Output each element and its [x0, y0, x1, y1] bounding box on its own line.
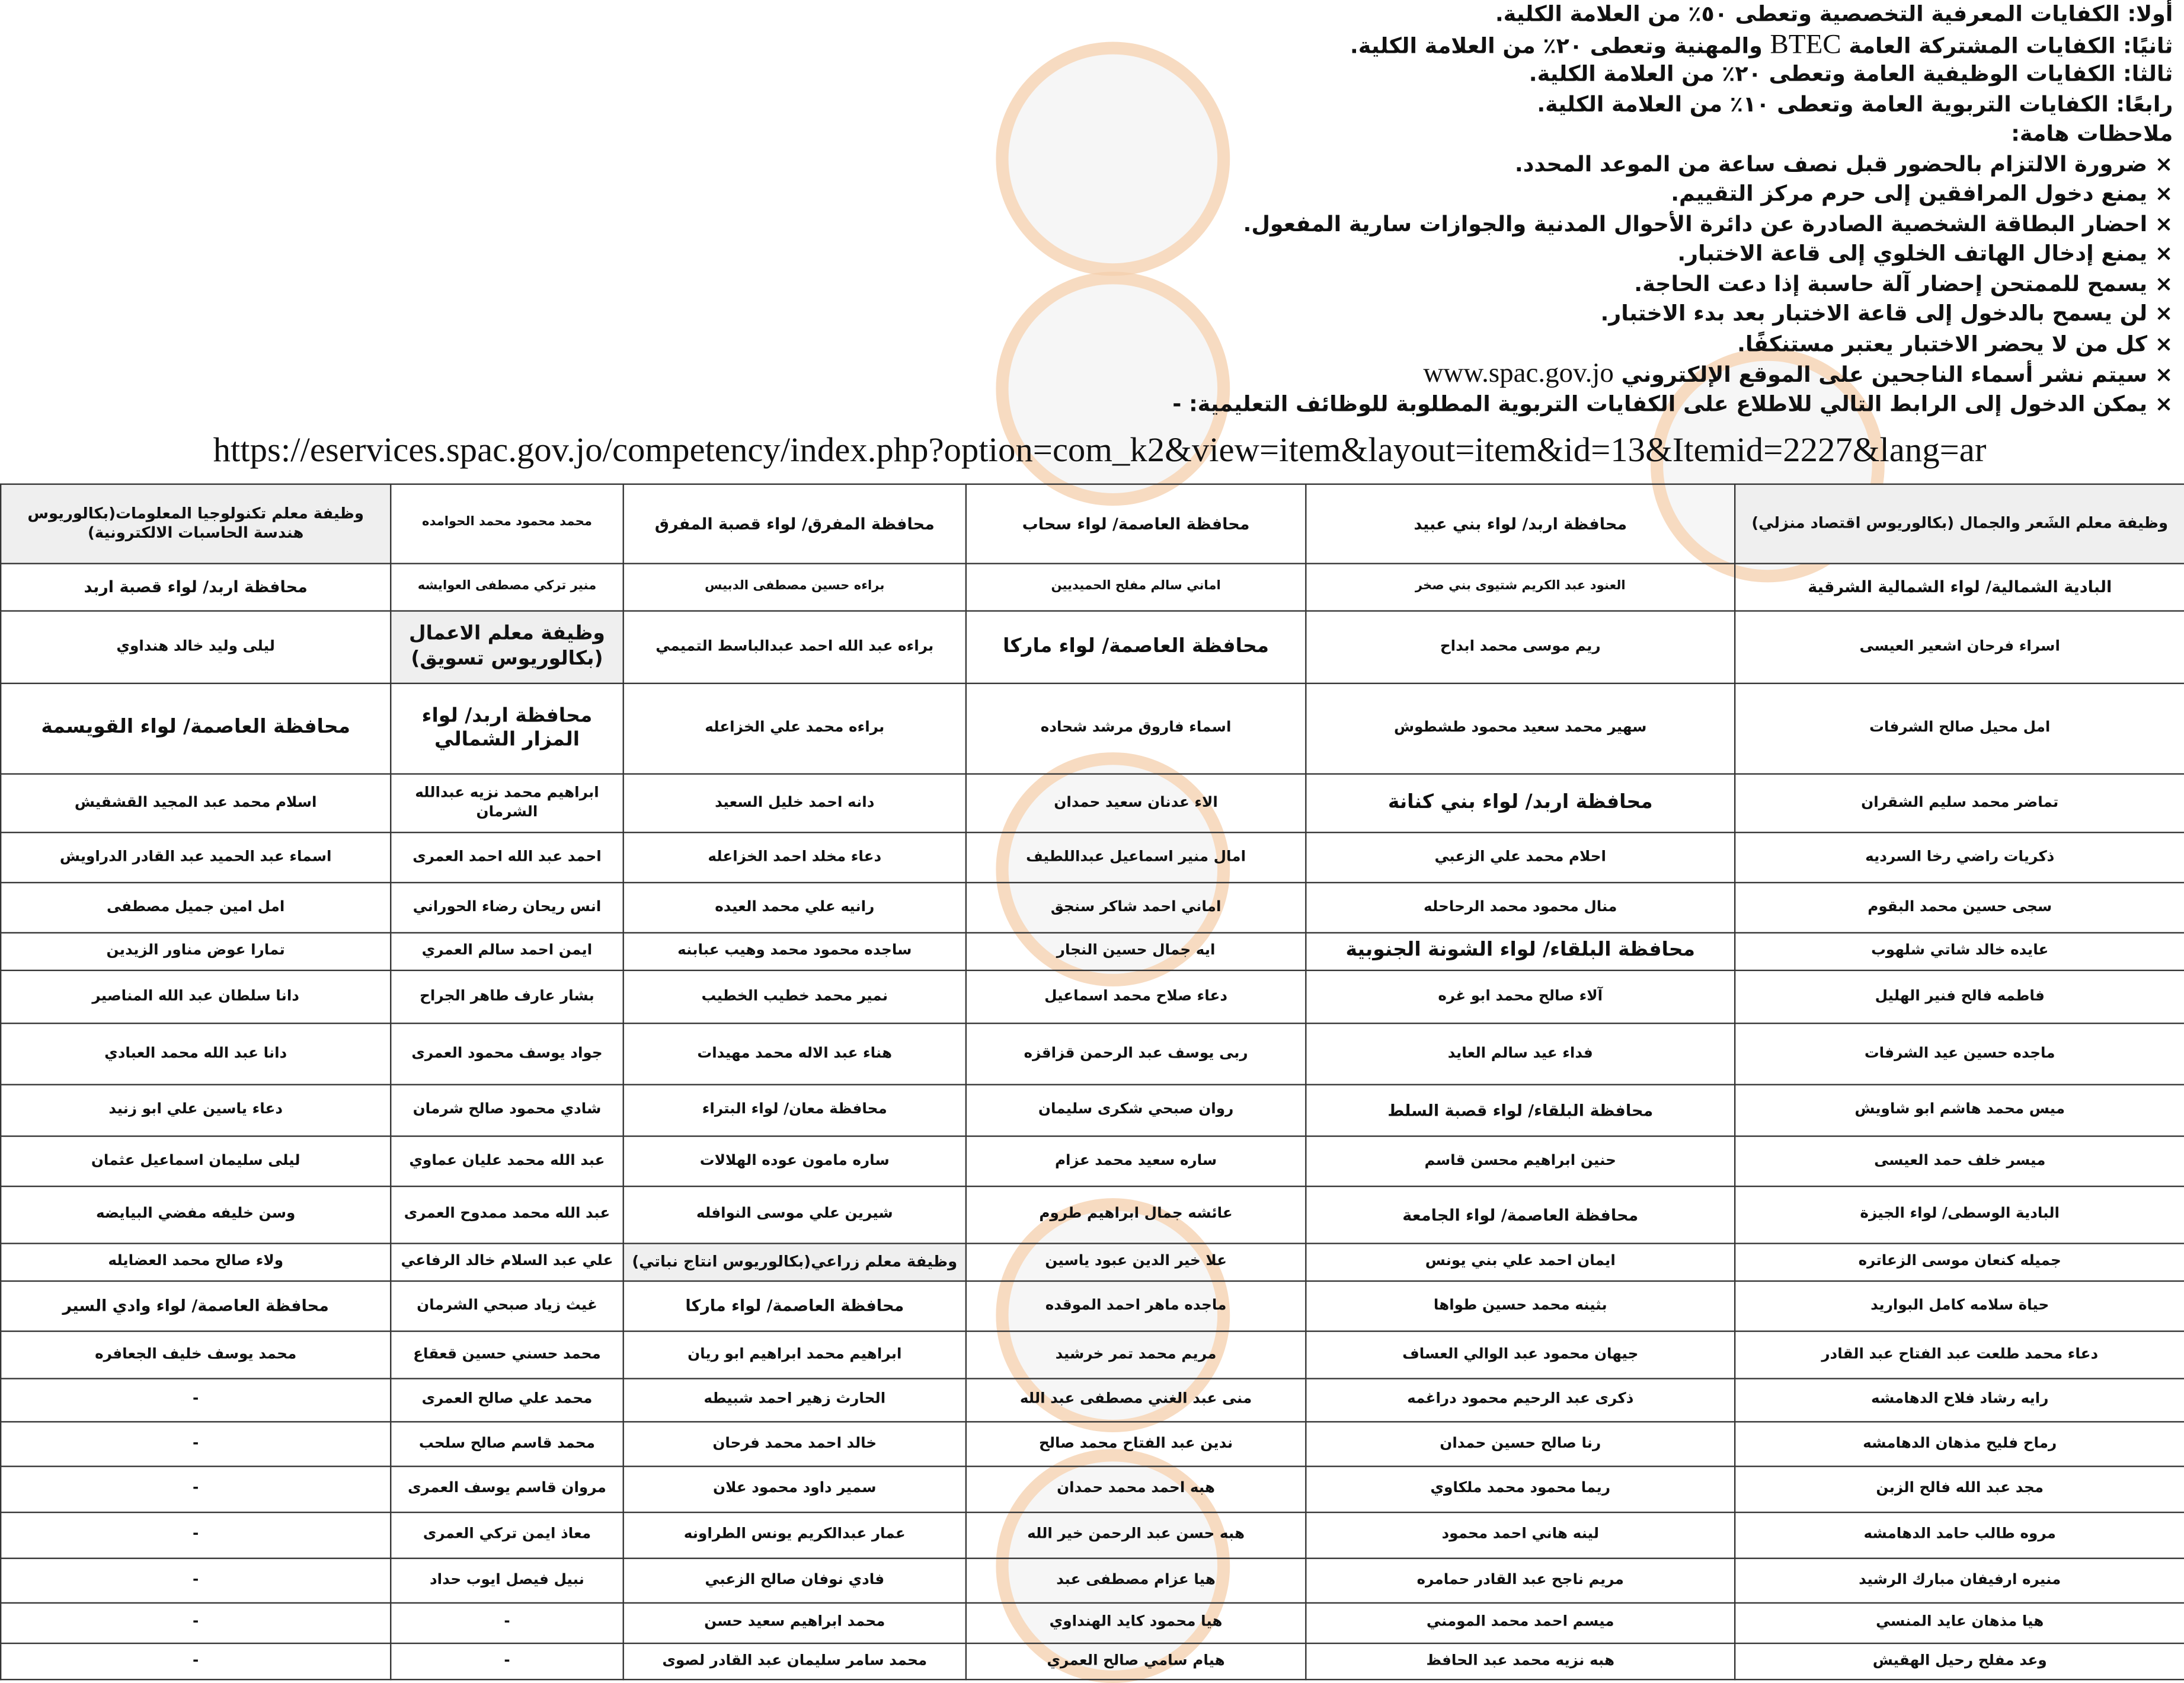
candidate-name-cell: ريما محمود محمد ملكاوي: [1306, 1467, 1735, 1513]
candidate-name-cell: معاذ ايمن تركي العمرى: [391, 1512, 623, 1559]
candidate-name-cell: براءه حسين مصطفى الدبيس: [623, 564, 966, 611]
candidate-name-cell: محمد محمود محمد الحوامده: [391, 484, 623, 564]
table-row: [1, 1281, 2184, 1331]
instructions-text: [223, 0, 2173, 419]
instruction-line: × يسمح للممتحن إحضار آلة حاسبة إذا دعت الحاجة.: [1634, 271, 2173, 296]
candidate-name-cell: رماح فليح مذهان الدهامشه: [1735, 1422, 2184, 1466]
candidate-name-cell: جميله كنعان موسى الزعاتره: [1735, 1244, 2184, 1281]
candidate-name-cell: ذكرى عبد الرحيم محمود دراغمه: [1306, 1379, 1735, 1422]
region-cell: محافظة اربد/ لواء بني كنانة: [1306, 774, 1735, 833]
candidate-name-cell: خالد احمد محمد فرحان: [623, 1422, 966, 1466]
candidate-name-cell: -: [1, 1603, 391, 1643]
table-row: [1, 484, 2184, 564]
candidate-name-cell: تماضر محمد سليم الشقران: [1735, 774, 2184, 833]
candidate-name-cell: ميس محمد هاشم ابو شاويش: [1735, 1085, 2184, 1136]
candidate-name-cell: منير تركي مصطفى العوايشه: [391, 564, 623, 611]
candidate-name-cell: نمير محمد خطيب الخطيب: [623, 970, 966, 1023]
instruction-text: ثانيًا: الكفايات المشتركة العامة: [1849, 33, 2173, 58]
table-row: [1, 832, 2184, 883]
candidate-name-cell: -: [1, 1643, 391, 1679]
candidate-name-cell: هيا مذهان عايد المنسي: [1735, 1603, 2184, 1643]
instruction-line: [223, 359, 2173, 389]
candidate-name-cell: احلام محمد علي الزعبي: [1306, 832, 1735, 883]
candidate-name-cell: براءه عبد الله احمد عبدالباسط التميمي: [623, 611, 966, 684]
candidate-name-cell: عايده خالد شاتي شلهوب: [1735, 932, 2184, 970]
website-link[interactable]: www.spac.gov.jo: [1423, 358, 1614, 389]
candidate-name-cell: العنود عبد الكريم شتيوى بني صخر: [1306, 564, 1735, 611]
table-row: [1, 611, 2184, 684]
candidate-name-cell: انس ريحان رضاء الحوراني: [391, 883, 623, 933]
job-title-cell: وظيفة معلم تكنولوجيا المعلومات(بكالوريوس هندسة الحاسبات الالكترونية): [1, 484, 391, 564]
candidate-name-cell: عبد الله محمد ممدوح العمرى: [391, 1186, 623, 1243]
candidate-name-cell: هبه احمد محمد حمدان: [966, 1467, 1306, 1513]
candidate-name-cell: ابراهيم محمد ابراهيم ابو ريان: [623, 1331, 966, 1379]
job-title-cell: وظيفة معلم زراعي(بكالوريوس انتاج نباتي): [623, 1244, 966, 1281]
candidate-name-cell: شيرين علي موسى النوافله: [623, 1186, 966, 1243]
candidate-name-cell: منى عبد الغني مصطفى عبد الله: [966, 1379, 1306, 1422]
candidate-name-cell: ميسر خلف حمد العيسى: [1735, 1136, 2184, 1187]
candidate-name-cell: نبيل فيصل ايوب حداد: [391, 1559, 623, 1603]
region-cell: محافظة المفرق/ لواء قصبة المفرق: [623, 484, 966, 564]
candidate-name-cell: وعد مفلح رحيل الهقيش: [1735, 1643, 2184, 1679]
candidate-name-cell: امال منير اسماعيل عبداللطيف: [966, 832, 1306, 883]
candidate-name-cell: غيث زياد صبحي الشرمان: [391, 1281, 623, 1331]
instruction-line: × احضار البطاقة الشخصية الصادرة عن دائرة الأحوال المدنية والجوازات سارية المفعول.: [1243, 211, 2173, 237]
candidate-name-cell: محمد حسني حسين قعقاع: [391, 1331, 623, 1379]
instruction-line: رابعًا: الكفايات التربوية العامة وتعطى ١٠٪ من العلامة الكلية.: [1537, 91, 2173, 117]
table-row: [1, 1085, 2184, 1136]
table-row: [1, 1331, 2184, 1379]
candidate-name-cell: ندين عبد الفتاح محمد صالح: [966, 1422, 1306, 1466]
candidate-name-cell: ايمان احمد علي بني يونس: [1306, 1244, 1735, 1281]
candidate-name-cell: مريم ناجح عبد القادر حمامره: [1306, 1559, 1735, 1603]
table-row: [1, 1136, 2184, 1187]
candidate-name-cell: حنين ابراهيم محسن قاسم: [1306, 1136, 1735, 1187]
table-row: [1, 1603, 2184, 1643]
candidate-name-cell: هيا عزام مصطفى عبد: [966, 1559, 1306, 1603]
table-row: [1, 1559, 2184, 1603]
region-cell: محافظة العاصمة/ لواء ماركا: [623, 1281, 966, 1331]
region-cell: محافظة العاصمة/ لواء الجامعة: [1306, 1186, 1735, 1243]
candidate-name-cell: جواد يوسف محمود العمرى: [391, 1023, 623, 1084]
table-row: [1, 1422, 2184, 1466]
candidate-name-cell: -: [1, 1422, 391, 1466]
region-cell: محافظة اربد/ لواء بني عبيد: [1306, 484, 1735, 564]
job-title-cell: وظيفة معلم الاعمال (بكالوريوس تسويق): [391, 611, 623, 684]
candidate-name-cell: سجى حسين محمد البقوم: [1735, 883, 2184, 933]
candidate-name-cell: فاطمه فالح فنير الهليل: [1735, 970, 2184, 1023]
candidate-name-cell: ساره مامون عوده الهلالات: [623, 1136, 966, 1187]
candidate-name-cell: ليلى سليمان اسماعيل عثمان: [1, 1136, 391, 1187]
candidate-name-cell: هيام سامي صالح العمري: [966, 1643, 1306, 1679]
candidate-name-cell: مروان قاسم يوسف العمرى: [391, 1467, 623, 1513]
candidate-name-cell: اسماء عبد الحميد عبد القادر الدراويش: [1, 832, 391, 883]
instruction-line: × ضرورة الالتزام بالحضور قبل نصف ساعة من الموعد المحدد.: [1514, 151, 2173, 177]
candidate-name-cell: امل محيل صالح الشرفات: [1735, 684, 2184, 774]
candidate-name-cell: ايه جمال حسين النجار: [966, 932, 1306, 970]
candidate-name-cell: عمار عبدالكريم يونس الطراونه: [623, 1512, 966, 1559]
competency-link[interactable]: https://eservices.spac.gov.jo/competency/index.php?option=com_k2&view=item&layout=item&id=13&Itemid=2227&lang=ar: [213, 432, 1987, 470]
candidate-name-cell: شادي محمود صالح شرمان: [391, 1085, 623, 1136]
candidate-name-cell: -: [1, 1559, 391, 1603]
candidate-name-cell: لينه هاني احمد محمود: [1306, 1512, 1735, 1559]
candidate-name-cell: مروه طالب حامد الدهامشه: [1735, 1512, 2184, 1559]
instruction-line: × يمنع دخول المرافقين إلى حرم مركز التقييم.: [1671, 181, 2173, 206]
table-row: [1, 1643, 2184, 1679]
candidate-name-cell: براءه محمد علي الخزاعله: [623, 684, 966, 774]
table-row: [1, 1379, 2184, 1422]
region-cell: محافظة اربد/ لواء قصبة اربد: [1, 564, 391, 611]
candidate-name-cell: بثينه محمد حسين طواها: [1306, 1281, 1735, 1331]
candidates-table: [0, 484, 2184, 1681]
table-row: [1, 1467, 2184, 1513]
candidate-name-cell: محمد قاسم صالح سلحب: [391, 1422, 623, 1466]
candidate-name-cell: علي عبد السلام خالد الرفاعي: [391, 1244, 623, 1281]
candidate-name-cell: آلاء صالح محمد ابو غره: [1306, 970, 1735, 1023]
candidate-name-cell: فداء عيد سالم العايد: [1306, 1023, 1735, 1084]
candidate-name-cell: رانيه علي محمد العيده: [623, 883, 966, 933]
candidate-name-cell: عبد الله محمد عليان عماوي: [391, 1136, 623, 1187]
instruction-line: × يمكن الدخول إلى الرابط التالي للاطلاع على الكفايات التربوية المطلوبة للوظائف التعليمية: -: [1172, 391, 2173, 416]
candidate-name-cell: اسماء فاروق مرشد شحاده: [966, 684, 1306, 774]
candidate-name-cell: دانه احمد خليل السعيد: [623, 774, 966, 833]
candidate-name-cell: اماني سالم مفلح الحميديين: [966, 564, 1306, 611]
candidate-name-cell: هناء عبد الاله محمد مهيدات: [623, 1023, 966, 1084]
table-row: [1, 1512, 2184, 1559]
candidate-name-cell: الحارث زهير احمد شبيطه: [623, 1379, 966, 1422]
candidate-name-cell: ايمن احمد سالم العمري: [391, 932, 623, 970]
btec-label: BTEC: [1770, 28, 1841, 59]
candidate-name-cell: دعاء محمد طلعت عبد الفتاح عبد القادر: [1735, 1331, 2184, 1379]
candidate-name-cell: امل امين جميل مصطفى: [1, 883, 391, 933]
candidate-name-cell: -: [391, 1643, 623, 1679]
candidate-name-cell: محافظة معان/ لواء البتراء: [623, 1085, 966, 1136]
table-row: [1, 1023, 2184, 1084]
table-row: [1, 564, 2184, 611]
candidate-name-cell: اسراء فرحان اشعير العيسى: [1735, 611, 2184, 684]
candidate-name-cell: دعاء ياسين علي ابو زنيد: [1, 1085, 391, 1136]
candidate-name-cell: ساجده محمود محمد وهيب عبابنه: [623, 932, 966, 970]
region-cell: محافظة العاصمة/ لواء القويسمة: [1, 684, 391, 774]
region-cell: البادية الشمالية/ لواء الشمالية الشرقية: [1735, 564, 2184, 611]
candidate-name-cell: وسن خليفه مفضي البيايضه: [1, 1186, 391, 1243]
region-cell: محافظة البلقاء/ لواء قصبة السلط: [1306, 1085, 1735, 1136]
table-row: [1, 970, 2184, 1023]
candidate-name-cell: حياة سلامه كامل البواريد: [1735, 1281, 2184, 1331]
candidate-name-cell: -: [1, 1379, 391, 1422]
candidate-name-cell: مريم محمد تمر خرشيد: [966, 1331, 1306, 1379]
table-row: [1, 932, 2184, 970]
candidate-name-cell: روان صبحي شكرى سليمان: [966, 1085, 1306, 1136]
candidate-name-cell: مجد عبد الله فالح الزبن: [1735, 1467, 2184, 1513]
instruction-text: × سيتم نشر أسماء الناجحين على الموقع الإلكتروني: [1621, 362, 2173, 388]
candidate-name-cell: عائشه جمال ابراهيم طروم: [966, 1186, 1306, 1243]
candidate-name-cell: دانا سلطان عبد الله المناصير: [1, 970, 391, 1023]
candidate-name-cell: ذكريات راضي رخا السرديه: [1735, 832, 2184, 883]
candidate-name-cell: الاء عدنان سعيد حمدان: [966, 774, 1306, 833]
candidate-name-cell: سمير داود محمود علان: [623, 1467, 966, 1513]
candidate-name-cell: دعاء صلاح محمد اسماعيل: [966, 970, 1306, 1023]
candidate-name-cell: محمد علي صالح العمرى: [391, 1379, 623, 1422]
job-title-cell: وظيفة معلم الشَعر والجمال (بكالوريوس اقتصاد منزلي): [1735, 484, 2184, 564]
candidate-name-cell: دانا عبد الله محمد العبادي: [1, 1023, 391, 1084]
instruction-line: × كل من لا يحضر الاختبار يعتبر مستنكفًا.: [1737, 331, 2173, 356]
table-row: [1, 774, 2184, 833]
candidate-name-cell: ساره سعيد محمد عزام: [966, 1136, 1306, 1187]
region-cell: محافظة البلقاء/ لواء الشونة الجنوبية: [1306, 932, 1735, 970]
candidate-name-cell: جيهان محمود عبد الوالي العساف: [1306, 1331, 1735, 1379]
candidate-name-cell: منال محمود محمد الرحاحله: [1306, 883, 1735, 933]
candidate-name-cell: منيره ارفيفان مبارك الرشيد: [1735, 1559, 2184, 1603]
instruction-line: ثالثا: الكفايات الوظيفية العامة وتعطى ٢٠٪ من العلامة الكلية.: [1529, 61, 2173, 87]
table-row: [1, 1186, 2184, 1243]
region-cell: محافظة العاصمة/ لواء وادي السير: [1, 1281, 391, 1331]
candidate-name-cell: ريم موسى محمد ابداح: [1306, 611, 1735, 684]
instruction-line: أولا: الكفايات المعرفية التخصصية وتعطى ٥٠٪ من العلامة الكلية.: [1495, 1, 2173, 27]
candidate-name-cell: -: [1, 1512, 391, 1559]
candidate-name-cell: محمد يوسف خليف الجعافره: [1, 1331, 391, 1379]
candidate-name-cell: هبه حسن عبد الرحمن خير الله: [966, 1512, 1306, 1559]
candidate-name-cell: هيا محمود كايد الهنداوي: [966, 1603, 1306, 1643]
candidate-name-cell: ماجده حسين عيد الشرفات: [1735, 1023, 2184, 1084]
candidate-name-cell: احمد عبد الله احمد العمرى: [391, 832, 623, 883]
region-cell: محافظة اربد/ لواء المزار الشمالي: [391, 684, 623, 774]
candidate-name-cell: ميسم احمد محمد المومني: [1306, 1603, 1735, 1643]
region-cell: محافظة العاصمة/ لواء سحاب: [966, 484, 1306, 564]
table-row: [1, 1244, 2184, 1281]
candidate-name-cell: اماني احمد شاكر سنجق: [966, 883, 1306, 933]
instruction-line: [223, 30, 2173, 60]
candidate-name-cell: علا خير الدين عبود ياسين: [966, 1244, 1306, 1281]
candidate-name-cell: ابراهيم محمد نزيه عبدالله الشرمان: [391, 774, 623, 833]
candidate-name-cell: فادي نوفان صالح الزعبي: [623, 1559, 966, 1603]
table-row: [1, 883, 2184, 933]
notes-heading: ملاحظات هامة:: [2011, 121, 2173, 146]
candidate-name-cell: ليلى وليد خالد هنداوي: [1, 611, 391, 684]
candidate-name-cell: رنا صالح حسين حمدان: [1306, 1422, 1735, 1466]
candidate-name-cell: ربى يوسف عبد الرحمن قزاقزه: [966, 1023, 1306, 1084]
candidate-name-cell: ماجده ماهر احمد الموقده: [966, 1281, 1306, 1331]
candidate-name-cell: دعاء مخلد احمد الخزاعله: [623, 832, 966, 883]
candidate-name-cell: بشار عارف طاهر الجراح: [391, 970, 623, 1023]
candidate-name-cell: -: [1, 1467, 391, 1513]
candidate-name-cell: اسلام محمد عبد المجيد القشقيش: [1, 774, 391, 833]
instruction-line: × لن يسمح بالدخول إلى قاعة الاختبار بعد بدء الاختبار.: [1600, 301, 2173, 326]
candidate-name-cell: محمد سامر سليمان عبد القادر لصوى: [623, 1643, 966, 1679]
candidate-name-cell: سهير محمد سعيد محمود طشطوش: [1306, 684, 1735, 774]
candidate-name-cell: محمد ابراهيم سعيد حسن: [623, 1603, 966, 1643]
candidate-name-cell: -: [391, 1603, 623, 1643]
candidate-name-cell: رايه رشاد فلاح الدهامشه: [1735, 1379, 2184, 1422]
table-row: [1, 684, 2184, 774]
candidate-name-cell: ولاء صالح محمد العضايله: [1, 1244, 391, 1281]
instruction-text: والمهنية وتعطى ٢٠٪ من العلامة الكلية.: [1350, 33, 1763, 58]
candidate-name-cell: هبه نزيه محمد عبد الحافظ: [1306, 1643, 1735, 1679]
instruction-line: × يمنع إدخال الهاتف الخلوي إلى قاعة الاختبار.: [1677, 241, 2173, 266]
region-cell: محافظة العاصمة/ لواء ماركا: [966, 611, 1306, 684]
candidate-name-cell: البادية الوسطى/ لواء الجيزة: [1735, 1186, 2184, 1243]
candidate-name-cell: تمارا عوض مناور الزيدين: [1, 932, 391, 970]
